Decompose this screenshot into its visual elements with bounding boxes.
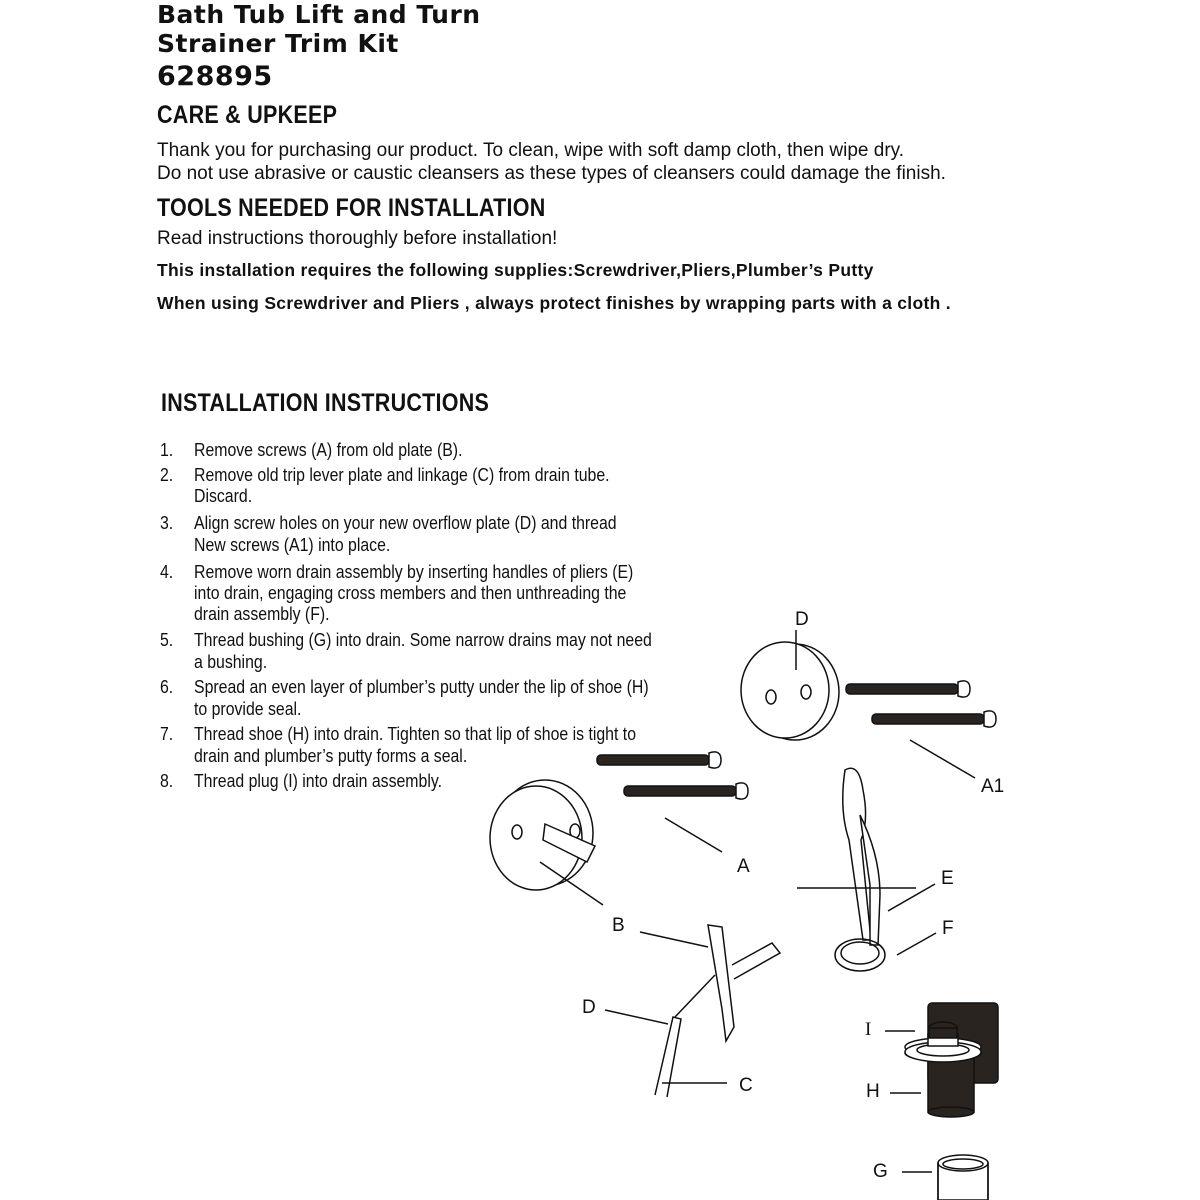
label-h-shoe: H (866, 1081, 880, 1102)
label-e-pliers: E (941, 868, 954, 889)
care-heading: CARE & UPKEEP (157, 101, 338, 129)
label-a1-new-screws: A1 (981, 776, 1005, 797)
pliers-drawing (797, 768, 935, 945)
step-text: Remove old trip lever plate and linkage (C) from drain tube. (194, 465, 610, 485)
tools-protect-line: When using Screwdriver and Pliers , always protect finishes by wrapping parts with a cloth . (157, 293, 951, 313)
step-text: Spread an even layer of plumber’s putty under the lip of shoe (H) (194, 677, 649, 697)
label-g-bushing: G (873, 1161, 888, 1182)
step-text: Remove worn drain assembly by inserting handles of pliers (E) (194, 562, 634, 582)
step-text: into drain, engaging cross members and then unthreading the (194, 583, 627, 603)
plug-and-shoe-drawing (885, 1003, 998, 1117)
tools-heading: TOOLS NEEDED FOR INSTALLATION (157, 194, 546, 222)
step-text: Thread bushing (G) into drain. Some narrow drains may not need (194, 630, 652, 650)
label-f-drain-assembly: F (942, 918, 954, 939)
step-text: Remove screws (A) from old plate (B). (194, 440, 463, 460)
step-number: 5. (160, 630, 174, 650)
step-number: 8. (160, 771, 174, 791)
step-text: Thread plug (I) into drain assembly. (194, 771, 442, 791)
product-title-line1: Bath Tub Lift and Turn (157, 0, 481, 29)
new-overflow-plate-drawing (741, 630, 839, 740)
step-number: 4. (160, 562, 174, 582)
tools-text-line1: Read instructions thoroughly before installation! (157, 228, 558, 249)
label-b-old-plate: B (612, 915, 625, 936)
label-d-linkage: D (582, 997, 596, 1018)
step-number: 6. (160, 677, 174, 697)
label-c-linkage: C (739, 1075, 753, 1096)
step-number: 2. (160, 465, 174, 485)
step-number: 1. (160, 440, 174, 460)
step-text: drain and plumber’s putty forms a seal. (194, 746, 468, 766)
step-text: drain assembly (F). (194, 604, 330, 624)
step-text: a bushing. (194, 652, 268, 672)
step-number: 7. (160, 724, 174, 744)
label-d-overflow-plate: D (795, 609, 809, 630)
label-i-plug: I (865, 1019, 872, 1040)
new-screws-drawing (846, 681, 996, 778)
care-text-line2: Do not use abrasive or caustic cleansers as these types of cleansers could damage the finish. (157, 163, 946, 184)
model-number: 628895 (157, 61, 273, 92)
step-text: New screws (A1) into place. (194, 535, 391, 555)
label-a-old-screws: A (737, 856, 750, 877)
step-number: 3. (160, 513, 174, 533)
bushing-drawing (902, 1155, 988, 1200)
tools-supplies-line: This installation requires the following supplies:Screwdriver,Pliers,Plumber’s Putty (157, 260, 874, 280)
step-text: Align screw holes on your new overflow plate (D) and thread (194, 513, 617, 533)
step-text: to provide seal. (194, 699, 302, 719)
step-text: Thread shoe (H) into drain. Tighten so that lip of shoe is tight to (194, 724, 637, 744)
step-text: Discard. (194, 486, 253, 506)
old-plate-drawing (490, 780, 603, 905)
installation-heading: INSTALLATION INSTRUCTIONS (161, 389, 490, 417)
old-screws-drawing (597, 752, 748, 852)
product-title-line2: Strainer Trim Kit (157, 29, 399, 58)
old-linkage-drawing (605, 925, 780, 1097)
care-text-line1: Thank you for purchasing our product. To clean, wipe with soft damp cloth, then wipe dry. (157, 140, 905, 161)
drain-assembly-ring-drawing (835, 933, 936, 971)
